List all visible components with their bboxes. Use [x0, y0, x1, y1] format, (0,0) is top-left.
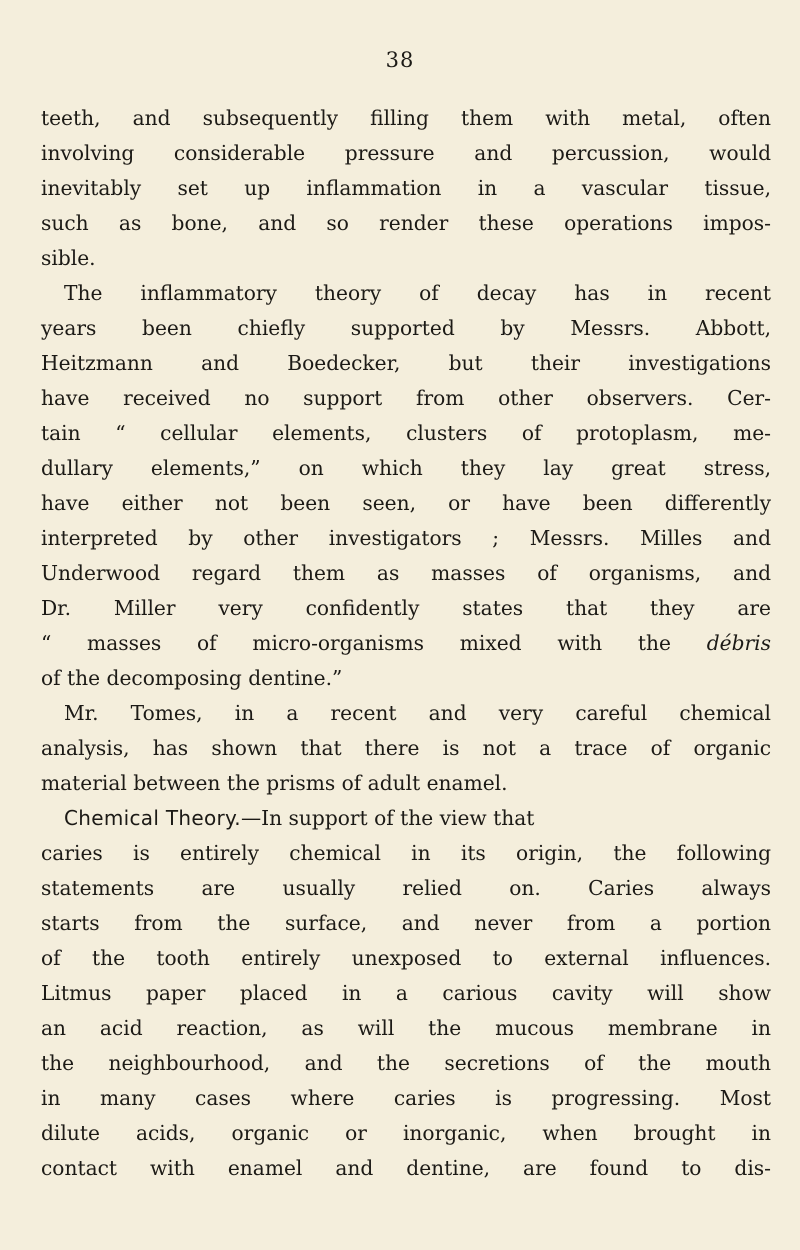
text-run: —In support of the view that [240, 806, 535, 830]
text-line: starts from the surface, and never from a portion [41, 911, 771, 935]
text-run: “ masses of micro-organisms mixed with the [41, 631, 671, 655]
text-line: Heitzmann and Boedecker, but their investigations [41, 351, 771, 375]
text-line: contact with enamel and dentine, are found to dis- [41, 1156, 771, 1180]
paragraph-start-line: Mr. Tomes, in a recent and very careful chemical [64, 701, 771, 725]
text-line: interpreted by other investigators ; Messrs. Milles and [41, 526, 771, 550]
text-line: dilute acids, organic or inorganic, when brought in [41, 1121, 771, 1145]
text-line: involving considerable pressure and percussion, would [41, 141, 771, 165]
section-heading: Chemical Theory. [64, 806, 241, 830]
text-line: Dr. Miller very confidently states that they are [41, 596, 771, 620]
text-line: Litmus paper placed in a carious cavity will show [41, 981, 771, 1005]
text-line: years been chiefly supported by Messrs. Abbott, [41, 316, 771, 340]
text-line: of the decomposing dentine.” [41, 666, 343, 690]
text-line: tain “ cellular elements, clusters of protoplasm, me- [41, 421, 771, 445]
text-line: caries is entirely chemical in its origin, the following [41, 841, 771, 865]
text-line: inevitably set up inflammation in a vascular tissue, [41, 176, 771, 200]
paragraph-start-line: The inflammatory theory of decay has in recent [64, 281, 771, 305]
section-heading-line [41, 801, 771, 836]
text-line: in many cases where caries is progressing. Most [41, 1086, 771, 1110]
text-line: material between the prisms of adult enamel. [41, 771, 508, 795]
italic-word: débris [706, 631, 771, 655]
text-line: sible. [41, 246, 96, 270]
text-line [41, 626, 771, 661]
text-line: have received no support from other observers. Cer- [41, 386, 771, 410]
text-line: an acid reaction, as will the mucous membrane in [41, 1016, 771, 1040]
page-number: 38 [385, 48, 415, 72]
text-line: such as bone, and so render these operations impos- [41, 211, 771, 235]
text-line: statements are usually relied on. Caries always [41, 876, 771, 900]
text-line: dullary elements,” on which they lay great stress, [41, 456, 771, 480]
text-line: have either not been seen, or have been differently [41, 491, 771, 515]
text-line: the neighbourhood, and the secretions of the mouth [41, 1051, 771, 1075]
body-text [41, 101, 771, 1186]
text-line: teeth, and subsequently filling them with metal, often [41, 106, 771, 130]
text-line: Underwood regard them as masses of organisms, and [41, 561, 771, 585]
text-line: analysis, has shown that there is not a trace of organic [41, 736, 771, 760]
text-line: of the tooth entirely unexposed to external influences. [41, 946, 771, 970]
